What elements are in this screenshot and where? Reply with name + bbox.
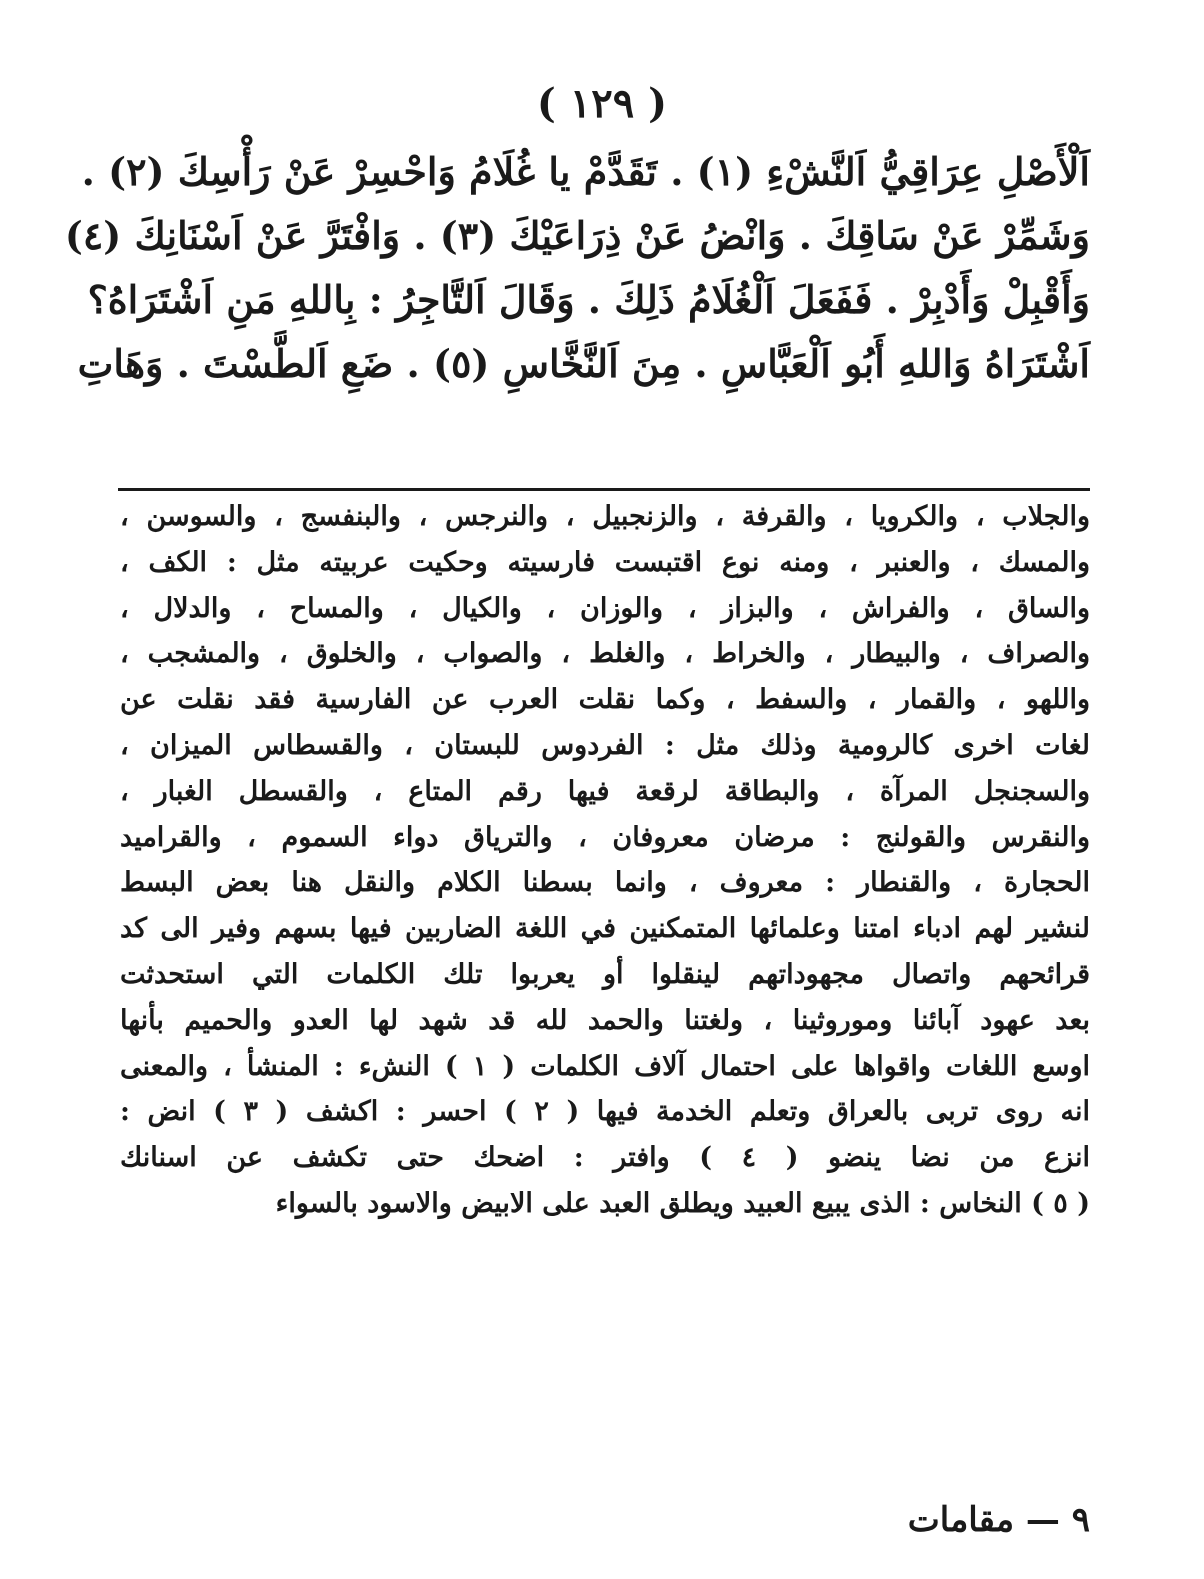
main-text-line: اَشْتَرَاهُ وَاللهِ أَبُو اَلْعَبَّاسِ . مِنَ اَلنَّخَّاسِ (٥) . ضَعِ اَلطَّسْتَ . وَهَاتِ xyxy=(77,341,1090,386)
footnote-line: والمسك ، والعنبر ، ومنه نوع اقتبست فارسيته وحكيت عربيته مثل : الكف ، xyxy=(120,546,1091,578)
footnote-line: قرائحهم واتصال مجهوداتهم لينقلوا أو يعربوا تلك الكلمات التي استحدثت xyxy=(120,958,1090,990)
footnote-line: انه روى تربى بالعراق وتعلم الخدمة فيها ( ٢ ) احسر : اكشف ( ٣ ) انض : xyxy=(120,1096,1090,1128)
footnote-line: ( ٥ ) النخاس : الذى يبيع العبيد ويطلق العبد على الابيض والاسود بالسواء xyxy=(275,1187,1090,1219)
signature-mark: ٩ — مقامات xyxy=(907,1500,1090,1540)
footnote-line: اوسع اللغات واقواها على احتمال آلاف الكلمات ( ١ ) النشء : المنشأ ، والمعنى xyxy=(120,1050,1090,1082)
footnote-line: لنشير لهم ادباء امتنا وعلمائها المتمكنين في اللغة الضاربين فيها بسهم وفير الى كد xyxy=(120,913,1090,945)
footnote-line: لغات اخرى كالرومية وذلك مثل : الفردوس للبستان ، والقسطاس الميزان ، xyxy=(120,729,1090,761)
footnote-line: والجلاب ، والكرويا ، والقرفة ، والزنجبيل ، والنرجس ، والبنفسج ، والسوسن ، xyxy=(120,501,1091,532)
footnote-line: انزع من نضا ينضو ( ٤ ) وافتر : اضحك حتى تكشف عن اسنانك xyxy=(120,1142,1090,1174)
main-text-line: وَشَمِّرْ عَنْ سَاقِكَ . وَانْضُ عَنْ ذِرَاعَيْكَ (٣) . وَافْتَرَّ عَنْ اَسْنَانِكَ (٤) xyxy=(64,213,1090,258)
main-text-block xyxy=(64,140,1090,396)
page-number: ( ١٢٩ ) xyxy=(536,80,668,127)
footnote-line: والساق ، والفراش ، والبزاز ، والوزان ، والكيال ، والمساح ، والدلال ، xyxy=(120,592,1090,624)
footnote-line: والنقرس والقولنج : مرضان معروفان ، والترياق دواء السموم ، والقراميد xyxy=(120,821,1090,853)
footnotes-block xyxy=(120,494,1090,1227)
main-text-line: وَأَقْبِلْ وَأَدْبِرْ . فَفَعَلَ اَلْغُلَامُ ذَلِكَ . وَقَالَ اَلتَّاجِرُ : بِاللهِ مَنِ اَشْتَرَاهُ؟ xyxy=(87,277,1090,322)
footnote-line: الحجارة ، والقنطار : معروف ، وانما بسطنا الكلام والنقل هنا بعض البسط xyxy=(120,867,1090,899)
footnote-divider xyxy=(118,488,1090,491)
main-text-line: اَلْأَصْلِ عِرَاقِيُّ اَلنَّشْءِ (١) . تَقَدَّمْ يا غُلَامُ وَاحْسِرْ عَنْ رَأْسِكَ (٢) . xyxy=(81,149,1090,194)
footnote-line: بعد عهود آبائنا وموروثينا ، ولغتنا والحمد لله قد شهد لها العدو والحميم بأنها xyxy=(120,1004,1090,1036)
footnote-line: والسجنجل المرآة ، والبطاقة لرقعة فيها رقم المتاع ، والقسطل الغبار ، xyxy=(120,775,1090,807)
footnote-line: والصراف ، والبيطار ، والخراط ، والغلط ، والصواب ، والخلوق ، والمشجب ، xyxy=(120,638,1090,670)
footnote-line: واللهو ، والقمار ، والسفط ، وكما نقلت العرب عن الفارسية فقد نقلت عن xyxy=(120,684,1090,716)
